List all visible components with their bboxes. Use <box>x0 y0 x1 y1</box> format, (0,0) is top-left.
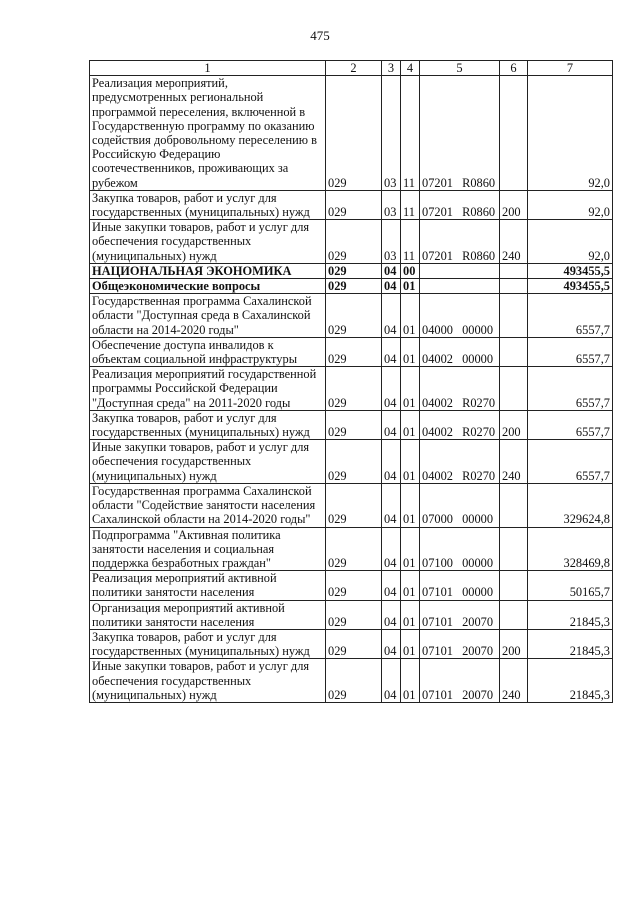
row-section: 04 <box>382 263 401 278</box>
row-section: 04 <box>382 600 401 629</box>
row-admin-code: 029 <box>326 279 382 294</box>
row-subsection: 11 <box>401 190 420 219</box>
row-target-article: 07101 20070 <box>420 629 500 658</box>
row-amount: 6557,7 <box>528 410 613 439</box>
table-row <box>90 76 613 191</box>
row-section: 04 <box>382 659 401 703</box>
table-row <box>90 190 613 219</box>
row-subsection: 01 <box>401 659 420 703</box>
row-expense-type <box>500 571 528 600</box>
row-name: Реализация мероприятий государственной программы Российской Федерации "Доступная среда" на 2011-2020 годы <box>90 367 326 411</box>
row-subsection: 01 <box>401 279 420 294</box>
row-target-article: 07100 00000 <box>420 527 500 571</box>
row-subsection: 01 <box>401 294 420 338</box>
table-row <box>90 367 613 411</box>
table-row <box>90 294 613 338</box>
row-name: Закупка товаров, работ и услуг для государственных (муниципальных) нужд <box>90 410 326 439</box>
row-amount: 21845,3 <box>528 600 613 629</box>
row-subsection: 01 <box>401 629 420 658</box>
row-target-article <box>420 263 500 278</box>
header-row <box>90 61 613 76</box>
row-name: Реализация мероприятий, предусмотренных региональной программой переселения, включенной в Государственную программу по оказанию содействия добровольному переселению в Российскую Федерацию соотечественников, проживающих за рубежом <box>90 76 326 191</box>
row-subsection: 11 <box>401 220 420 264</box>
row-name: Организация мероприятий активной политики занятости населения <box>90 600 326 629</box>
budget-table <box>89 60 613 703</box>
row-expense-type: 200 <box>500 190 528 219</box>
row-subsection: 01 <box>401 337 420 366</box>
table-row <box>90 600 613 629</box>
row-amount: 50165,7 <box>528 571 613 600</box>
row-target-article: 07201 R0860 <box>420 76 500 191</box>
page-number: 475 <box>310 28 330 43</box>
row-amount: 6557,7 <box>528 440 613 484</box>
row-amount: 92,0 <box>528 76 613 191</box>
row-target-article: 07000 00000 <box>420 483 500 527</box>
row-expense-type <box>500 337 528 366</box>
header-col-6: 6 <box>500 61 528 76</box>
row-expense-type <box>500 294 528 338</box>
row-admin-code: 029 <box>326 367 382 411</box>
row-admin-code: 029 <box>326 659 382 703</box>
row-subsection: 01 <box>401 527 420 571</box>
row-target-article <box>420 279 500 294</box>
row-expense-type: 240 <box>500 659 528 703</box>
row-target-article: 04002 R0270 <box>420 440 500 484</box>
row-admin-code: 029 <box>326 263 382 278</box>
table-row <box>90 483 613 527</box>
row-amount: 493455,5 <box>528 279 613 294</box>
row-admin-code: 029 <box>326 294 382 338</box>
header-col-4: 4 <box>401 61 420 76</box>
table-row <box>90 220 613 264</box>
row-section: 03 <box>382 190 401 219</box>
row-section: 04 <box>382 483 401 527</box>
row-name: НАЦИОНАЛЬНАЯ ЭКОНОМИКА <box>90 263 326 278</box>
row-section: 04 <box>382 337 401 366</box>
header-col-1: 1 <box>90 61 326 76</box>
table-row <box>90 527 613 571</box>
row-target-article: 04002 00000 <box>420 337 500 366</box>
row-section: 04 <box>382 367 401 411</box>
table-row <box>90 410 613 439</box>
row-amount: 92,0 <box>528 220 613 264</box>
row-admin-code: 029 <box>326 600 382 629</box>
row-admin-code: 029 <box>326 440 382 484</box>
row-subsection: 01 <box>401 600 420 629</box>
row-name: Реализация мероприятий активной политики занятости населения <box>90 571 326 600</box>
row-admin-code: 029 <box>326 337 382 366</box>
header-col-2: 2 <box>326 61 382 76</box>
row-subsection: 01 <box>401 410 420 439</box>
row-amount: 21845,3 <box>528 629 613 658</box>
row-target-article: 07101 00000 <box>420 571 500 600</box>
row-admin-code: 029 <box>326 483 382 527</box>
row-name: Закупка товаров, работ и услуг для государственных (муниципальных) нужд <box>90 190 326 219</box>
row-amount: 21845,3 <box>528 659 613 703</box>
row-section: 04 <box>382 629 401 658</box>
row-name: Государственная программа Сахалинской области "Содействие занятости населения Сахалинской области на 2014-2020 годы" <box>90 483 326 527</box>
row-target-article: 04000 00000 <box>420 294 500 338</box>
row-name: Общеэкономические вопросы <box>90 279 326 294</box>
row-amount: 6557,7 <box>528 337 613 366</box>
row-expense-type <box>500 263 528 278</box>
table-row <box>90 279 613 294</box>
row-subsection: 00 <box>401 263 420 278</box>
row-section: 03 <box>382 220 401 264</box>
row-expense-type <box>500 527 528 571</box>
row-name: Государственная программа Сахалинской области "Доступная среда в Сахалинской области на 2014-2020 годы" <box>90 294 326 338</box>
table-row <box>90 337 613 366</box>
row-expense-type <box>500 367 528 411</box>
row-expense-type: 200 <box>500 629 528 658</box>
row-section: 04 <box>382 527 401 571</box>
table-row <box>90 571 613 600</box>
row-target-article: 04002 R0270 <box>420 410 500 439</box>
row-amount: 329624,8 <box>528 483 613 527</box>
row-expense-type: 240 <box>500 220 528 264</box>
row-name: Закупка товаров, работ и услуг для государственных (муниципальных) нужд <box>90 629 326 658</box>
row-subsection: 01 <box>401 483 420 527</box>
row-admin-code: 029 <box>326 76 382 191</box>
row-section: 03 <box>382 76 401 191</box>
row-expense-type <box>500 600 528 629</box>
row-amount: 6557,7 <box>528 294 613 338</box>
row-expense-type: 240 <box>500 440 528 484</box>
row-target-article: 04002 R0270 <box>420 367 500 411</box>
row-name: Подпрограмма "Активная политика занятости населения и социальная поддержка безработных граждан" <box>90 527 326 571</box>
row-admin-code: 029 <box>326 571 382 600</box>
row-name: Иные закупки товаров, работ и услуг для обеспечения государственных (муниципальных) нужд <box>90 220 326 264</box>
row-subsection: 01 <box>401 571 420 600</box>
row-subsection: 01 <box>401 440 420 484</box>
row-target-article: 07201 R0860 <box>420 190 500 219</box>
row-admin-code: 029 <box>326 410 382 439</box>
row-name: Иные закупки товаров, работ и услуг для обеспечения государственных (муниципальных) нужд <box>90 440 326 484</box>
row-amount: 92,0 <box>528 190 613 219</box>
row-target-article: 07101 20070 <box>420 600 500 629</box>
row-name: Обеспечение доступа инвалидов к объектам социальной инфраструктуры <box>90 337 326 366</box>
row-section: 04 <box>382 279 401 294</box>
header-col-5: 5 <box>420 61 500 76</box>
row-section: 04 <box>382 294 401 338</box>
row-name: Иные закупки товаров, работ и услуг для обеспечения государственных (муниципальных) нужд <box>90 659 326 703</box>
table-row <box>90 659 613 703</box>
table-row <box>90 629 613 658</box>
row-subsection: 11 <box>401 76 420 191</box>
header-col-3: 3 <box>382 61 401 76</box>
table-row <box>90 263 613 278</box>
row-expense-type <box>500 76 528 191</box>
row-expense-type <box>500 279 528 294</box>
row-target-article: 07101 20070 <box>420 659 500 703</box>
row-subsection: 01 <box>401 367 420 411</box>
header-col-7: 7 <box>528 61 613 76</box>
row-amount: 328469,8 <box>528 527 613 571</box>
row-admin-code: 029 <box>326 190 382 219</box>
row-target-article: 07201 R0860 <box>420 220 500 264</box>
row-admin-code: 029 <box>326 527 382 571</box>
table-row <box>90 440 613 484</box>
row-amount: 6557,7 <box>528 367 613 411</box>
row-admin-code: 029 <box>326 629 382 658</box>
row-section: 04 <box>382 440 401 484</box>
row-expense-type: 200 <box>500 410 528 439</box>
row-section: 04 <box>382 571 401 600</box>
row-admin-code: 029 <box>326 220 382 264</box>
row-amount: 493455,5 <box>528 263 613 278</box>
row-expense-type <box>500 483 528 527</box>
row-section: 04 <box>382 410 401 439</box>
